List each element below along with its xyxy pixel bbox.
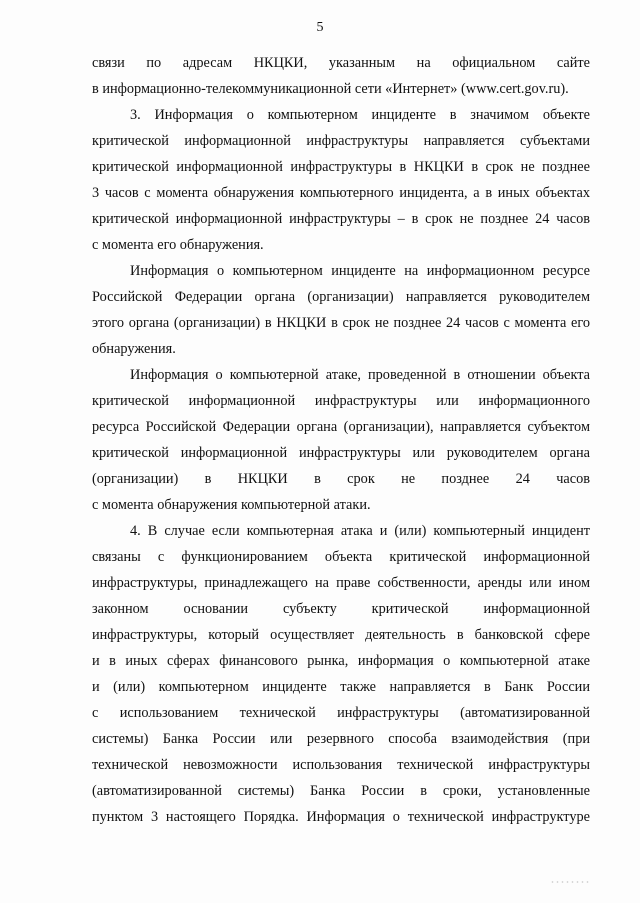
text-line: Информация о компьютерном инциденте на информационном ресурсе (130, 263, 590, 279)
text-line: связаны с функционированием объекта критической информационной (92, 549, 590, 565)
text-line: 4. В случае если компьютерная атака и (или) компьютерный инцидент (130, 523, 590, 539)
text-line: критической информационной инфраструктуры или информационного (92, 393, 590, 409)
text-line: технической невозможности использования технической инфраструктуры (92, 757, 590, 773)
text-line: (организации) в НКЦКИ в срок не позднее 24 часов (92, 471, 590, 487)
text-line: с использованием технической инфраструктуры (автоматизированной (92, 705, 590, 721)
text-line: этого органа (организации) в НКЦКИ в срок не позднее 24 часов с момента его (92, 315, 590, 331)
document-body (92, 50, 590, 830)
text-line: критической информационной инфраструктуры – в срок не позднее 24 часов (92, 211, 590, 227)
text-line: критической информационной инфраструктуры или руководителем органа (92, 445, 590, 461)
text-line: и в иных сферах финансового рынка, информация о компьютерной атаке (92, 653, 590, 669)
text-line: 3 часов с момента обнаружения компьютерного инцидента, а в иных объектах (92, 185, 590, 201)
text-line: критической информационной инфраструктуры в НКЦКИ в срок не позднее (92, 159, 590, 175)
text-line: обнаружения. (92, 341, 176, 357)
text-line: системы) Банка России или резервного способа взаимодействия (при (92, 731, 590, 747)
text-line: пунктом 3 настоящего Порядка. Информация о технической инфраструктуре (92, 809, 590, 825)
text-line: законном основании субъекту критической информационной (92, 601, 590, 617)
text-line: ресурса Российской Федерации органа (организации), направляется субъектом (92, 419, 590, 435)
text-line: инфраструктуры, который осуществляет деятельность в банковской сфере (92, 627, 590, 643)
text-line: Российской Федерации органа (организации) направляется руководителем (92, 289, 590, 305)
text-line: Информация о компьютерной атаке, проведенной в отношении объекта (130, 367, 590, 383)
text-line: 3. Информация о компьютерном инциденте в значимом объекте (130, 107, 590, 123)
page-number: 5 (316, 20, 324, 35)
text-line: (автоматизированной системы) Банка России в сроки, установленные (92, 783, 590, 799)
text-line: с момента обнаружения компьютерной атаки. (92, 497, 371, 513)
scan-specks (550, 879, 590, 885)
text-line: связи по адресам НКЦКИ, указанным на официальном сайте (92, 55, 590, 71)
text-line: с момента его обнаружения. (92, 237, 264, 253)
text-line: в информационно-телекоммуникационной сети «Интернет» (www.cert.gov.ru). (92, 81, 569, 97)
text-line: критической информационной инфраструктуры направляется субъектами (92, 133, 590, 149)
text-line: инфраструктуры, принадлежащего на праве собственности, аренды или ином (92, 575, 590, 591)
text-line: и (или) компьютерном инциденте также направляется в Банк России (92, 679, 590, 695)
